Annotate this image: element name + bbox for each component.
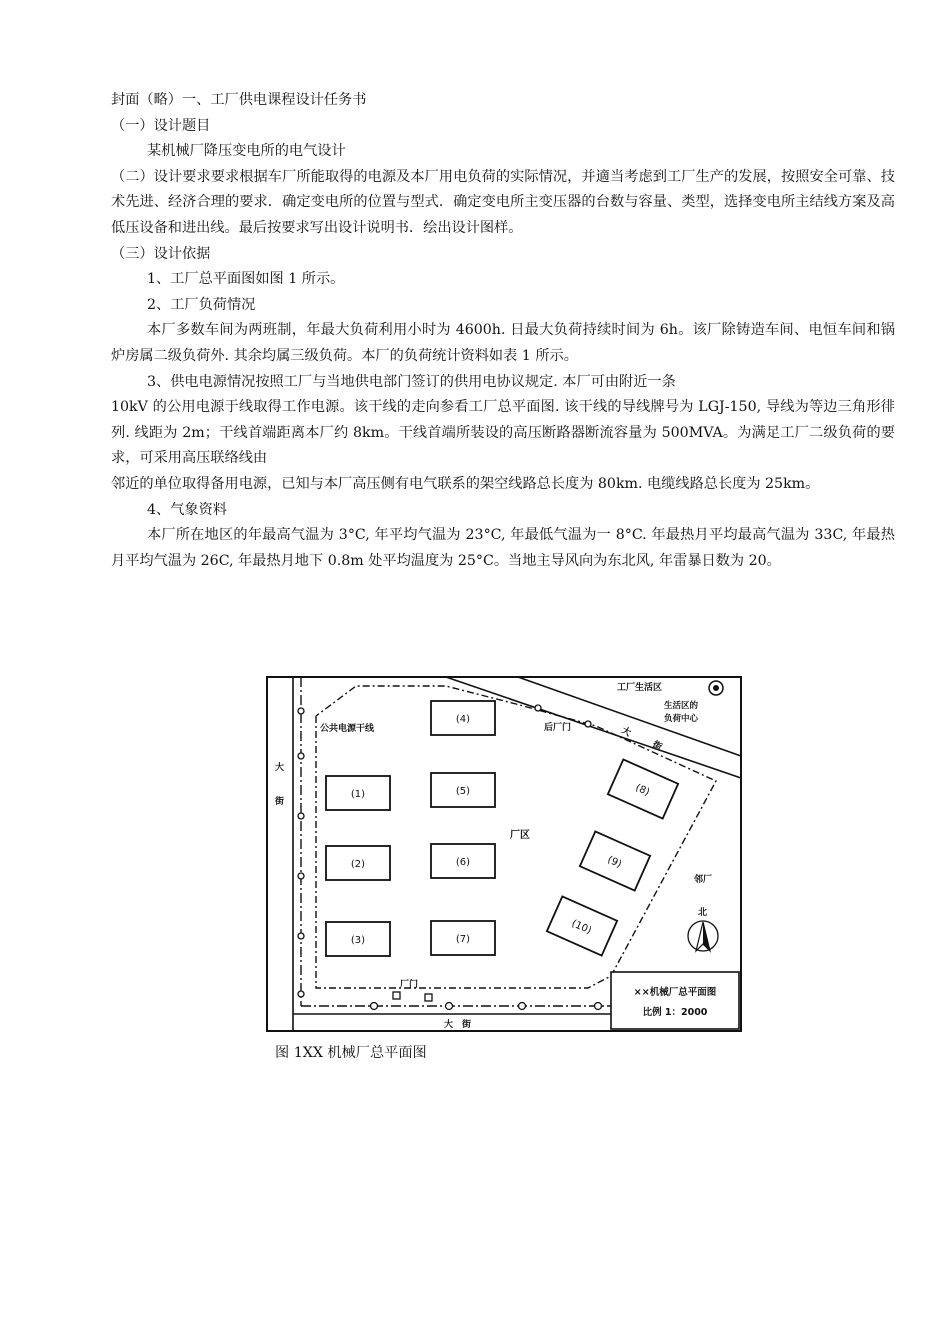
factory-plan-svg [266, 676, 742, 1032]
top-street-label-1: 大 [619, 725, 633, 739]
building-6-label: (6) [455, 857, 471, 868]
figure-caption: 图 1XX 机械厂总平面图 [275, 1045, 427, 1061]
design-requirements: （二）设计要求要求根据车厂所能取得的电源及本厂用电负荷的实际情况，并適当考虑到工厂生产的发展，按照安全可靠、技术先进、经济合理的要求．确定变电所的位置与型式．确定变电所主变压器的台数与容量、类型，选择变电所主结线方案及高低压设备和进出线。最后按要求写出设计说明书．绘出设计图样。 [111, 168, 895, 236]
public-line-label: 公共电源干线 [320, 724, 375, 734]
section-title-1: （一）设计题目 [111, 117, 211, 134]
left-street-label-2: 街 [275, 797, 285, 807]
building-10-group [547, 896, 617, 955]
section-title-3: （三）设计依据 [111, 245, 211, 262]
pole-marker [298, 753, 304, 759]
building-8-label: (8) [633, 782, 652, 799]
item-3: 3、供电电源情况按照工厂与当地供电部门签订的供用电协议规定. 本厂可由附近一条 [147, 373, 676, 390]
factory-plan-figure [266, 676, 742, 1032]
pole-marker [371, 1003, 378, 1010]
item-1: 1、工厂总平面图如图 1 所示。 [147, 271, 345, 288]
left-street-label-1: 大 [275, 763, 285, 773]
load-center-label-2: 负荷中心 [664, 714, 699, 724]
pole-marker [519, 1003, 526, 1010]
pole-marker [585, 721, 591, 727]
building-4-label: (4) [455, 714, 471, 725]
building-5-label: (5) [455, 786, 471, 797]
title-block-name: ××机械厂总平面图 [633, 987, 717, 998]
north-label: 北 [698, 908, 708, 918]
item-4: 4、气象资料 [147, 501, 227, 518]
document-body [111, 88, 895, 574]
pole-marker [298, 873, 304, 879]
weather-paragraph: 本厂所在地区的年最高气温为 3°C, 年平均气温为 23°C, 年最低气温为一 8°C. 年最热月平均最高气温为 33C, 年最热月平均气温为 26C, 年最热月地下 0.8m 处平均温度为 25°C。当地主导风向为东北风, 年雷暴日数为 20。 [111, 527, 895, 569]
gate-post [425, 994, 432, 1001]
building-2-label: (2) [350, 859, 366, 870]
title-block [611, 972, 739, 1029]
factory-area-label: 厂区 [510, 830, 530, 841]
rear-gate-label: 后厂门 [544, 723, 572, 733]
pole-marker [298, 933, 304, 939]
living-area-label: 工厂生活区 [617, 683, 663, 693]
bottom-street-label: 大 街 [444, 1020, 472, 1030]
north-arrow-icon [688, 921, 718, 951]
building-9-group [580, 831, 650, 890]
gate-label: 厂门 [400, 980, 419, 990]
power-paragraph: 10kV 的公用电源于线取得工作电源。该干线的走向参看工厂总平面图. 该干线的导线牌号为 LGJ-150, 导线为等边三角形徘列. 线距为 2m；干线首端距离本厂约 8km。干线首端所装设的高压断路器断流容量为 500MVA。为满足工厂二级负荷的要求，可采用高压联络线由 [111, 399, 895, 467]
pole-marker [298, 708, 304, 714]
item-2: 2、工厂负荷情况 [147, 296, 256, 313]
building-9-label: (9) [605, 854, 624, 871]
neighbor-factory-label: 邻厂 [694, 875, 713, 885]
load-paragraph: 本厂多数车间为两班制，年最大负荷利用小时为 4600h. 日最大负荷持续时间为 6h。该厂除铸造车间、电恒车间和锅炉房属二级负荷外. 其余均属三级负荷。本厂的负荷统计资料如表 1 所示。 [111, 322, 895, 364]
gate-post [393, 992, 400, 999]
load-center-icon [709, 681, 723, 695]
top-street-label-2: 街 [650, 739, 664, 753]
building-8-group [608, 759, 678, 818]
design-topic: 某机械厂降压变电所的电气设计 [147, 143, 346, 160]
pole-marker [446, 1003, 453, 1010]
backup-paragraph: 邻近的单位取得备用电源，已知与本厂高压侧有电气联系的架空线路总长度为 80km. 电缆线路总长度为 25km。 [111, 475, 820, 492]
pole-marker [298, 991, 304, 997]
title-block-scale: 比例 1：2000 [642, 1007, 708, 1018]
pole-marker [535, 705, 541, 711]
pole-marker [298, 813, 304, 819]
building-10-label: (10) [569, 918, 594, 937]
building-1-label: (1) [350, 789, 366, 800]
doc-heading: 封面（略）一、工厂供电课程设计任务书 [111, 92, 367, 108]
building-7-label: (7) [455, 934, 471, 945]
load-center-label-1: 生活区的 [664, 701, 699, 711]
pole-marker [595, 1003, 602, 1010]
building-3-label: (3) [350, 935, 366, 946]
